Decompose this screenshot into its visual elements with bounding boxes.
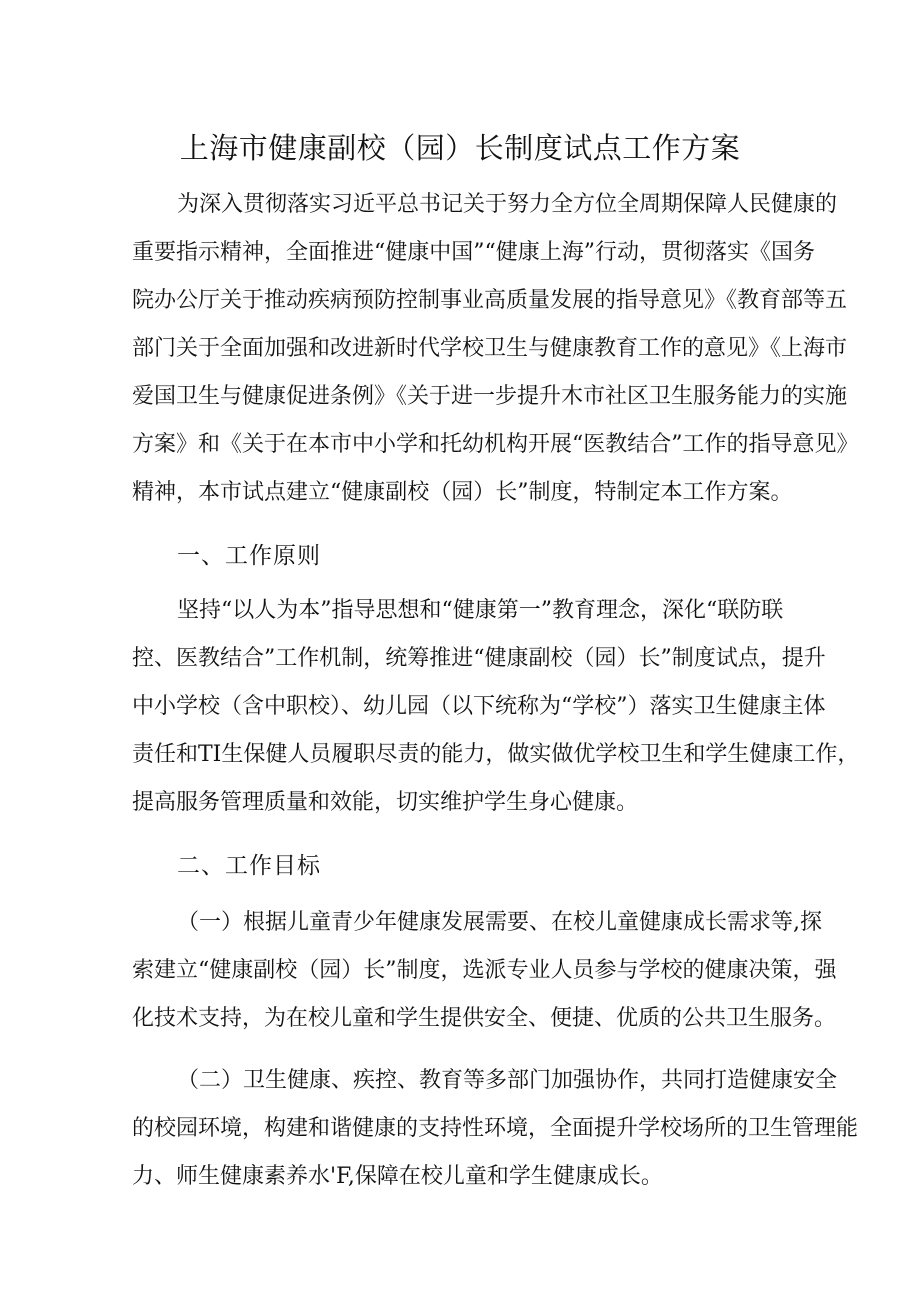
document-title: 上海市健康副校（园）长制度试点工作方案: [179, 131, 741, 165]
section-heading-goals: 二、工作目标: [177, 853, 321, 879]
intro-line-1: 为深入贯彻落实习近平总书记关于努力全方位全周期保障人民健康的: [177, 192, 838, 217]
goal-2-line-2: 的校园环境，构建和谐健康的支持性环境，全面提升学校场所的卫生管理能: [132, 1116, 859, 1141]
principles-line-3: 中小学校（含中职校）、幼儿园（以下统称为“学校”）落实卫生健康主体: [132, 694, 826, 719]
intro-line-4: 部门关于全面加强和改进新时代学校卫生与健康教育工作的意见》《上海市: [132, 336, 848, 361]
principles-line-1: 坚持“以人为本”指导思想和“健康第一”教育理念，深化“联防联: [177, 598, 784, 623]
goal-1-line-1: （一）根据儿童青少年健康发展需要、在校儿童健康成长需求等,探: [177, 910, 822, 935]
principles-line-5: 提高服务管理质量和效能，切实维护学生身心健康。: [132, 790, 639, 815]
intro-line-3: 院办公厅关于推动疾病预防控制事业高质量发展的指导意见》《教育部等五: [132, 288, 848, 313]
principles-line-2: 控、医教结合”工作机制，统筹推进“健康副校（园）长”制度试点，提升: [132, 646, 826, 671]
intro-line-6: 方案》和《关于在本市中小学和托幼机构开展“医教结合”工作的指导意见》: [132, 432, 859, 457]
goal-2-line-1: （二）卫生健康、疾控、教育等多部门加强协作，共同打造健康安全: [177, 1068, 838, 1093]
intro-line-2: 重要指示精神，全面推进“健康中国”“健康上海”行动，贯彻落实《国务: [132, 240, 815, 265]
intro-line-7: 精神，本市试点建立“健康副校（园）长”制度，特制定本工作方案。: [132, 480, 793, 505]
goal-2-line-3: 力、师生健康素养水'F,保障在校儿童和学生健康成长。: [132, 1164, 663, 1189]
principles-line-4: 责任和TI生保健人员履职尽责的能力，做实做优学校卫生和学生健康工作，: [132, 742, 860, 767]
section-heading-principles: 一、工作原则: [177, 543, 321, 569]
intro-line-5: 爱国卫生与健康促进条例》《关于进一步提升木市社区卫生服务能力的实施: [132, 384, 848, 409]
goal-1-line-3: 化技术支持，为在校儿童和学生提供安全、便捷、优质的公共卫生服务。: [132, 1006, 837, 1031]
goal-1-line-2: 索建立“健康副校（园）长”制度，选派专业人员参与学校的健康决策，强: [132, 958, 837, 983]
